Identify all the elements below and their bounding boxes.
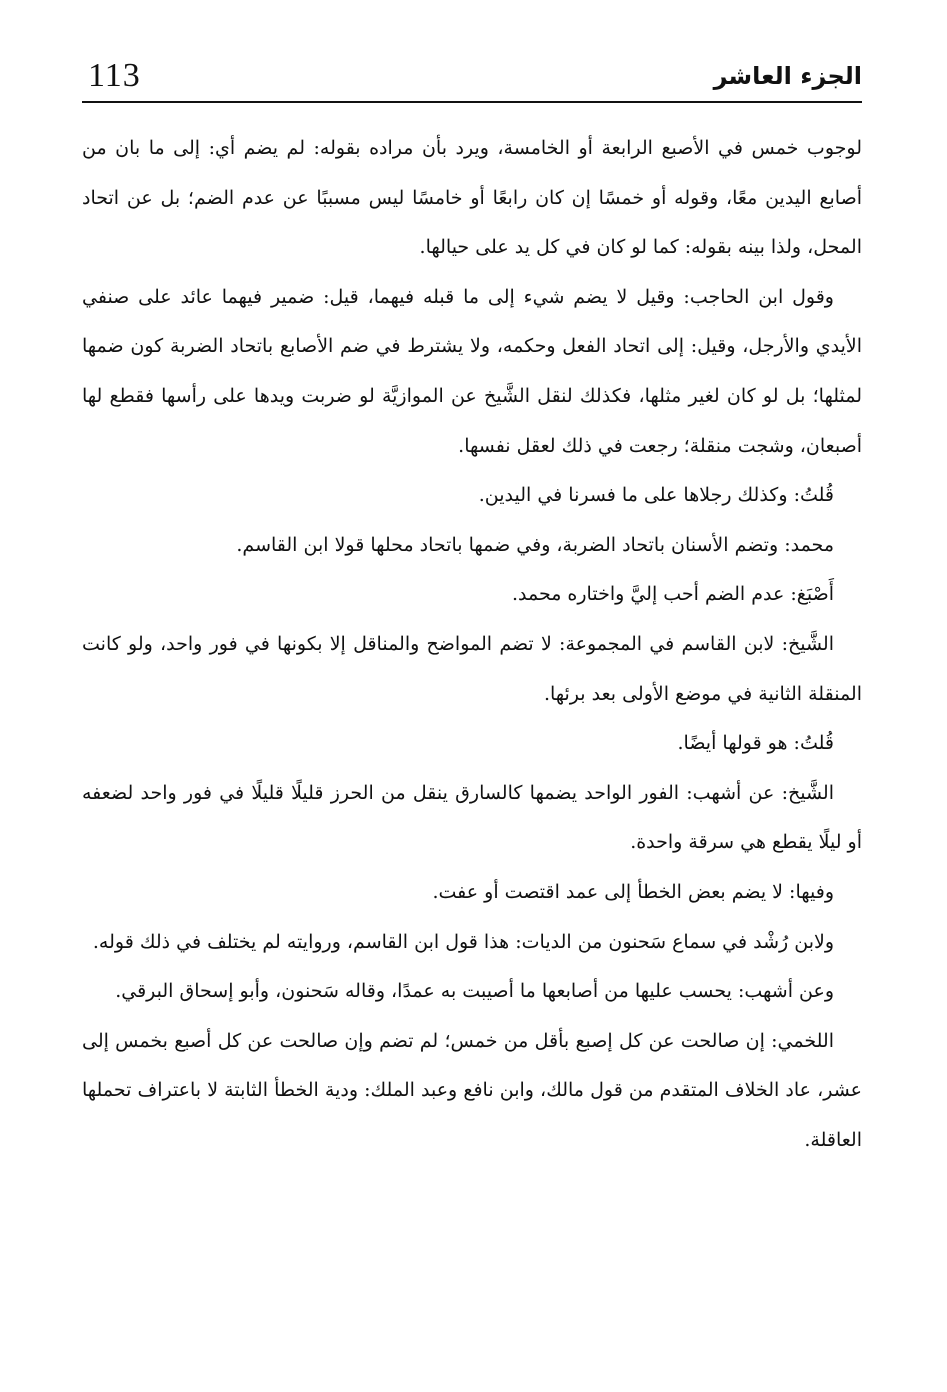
- paragraph: أَصْبَغ: عدم الضم أحب إليَّ واختاره محمد.: [511, 583, 834, 606]
- paragraph: محمد: وتضم الأسنان باتحاد الضربة، وفي ضمها باتحاد محلها قولا ابن القاسم.: [236, 533, 834, 556]
- paragraph: وفيها: لا يضم بعض الخطأ إلى عمد اقتصت أو عفت.: [432, 880, 834, 903]
- running-head-title: الجزء العاشر: [713, 62, 862, 90]
- body-text: [82, 124, 862, 1165]
- header-rule: [82, 101, 862, 103]
- paragraph: قُلتُ: هو قولها أيضًا.: [677, 732, 834, 755]
- paragraph: اللخمي: إن صالحت عن كل إصبع بأقل من خمس؛ لم تضم وإن صالحت عن كل أصبع بخمس إلى عشر، عاد الخلاف المتقدم من قول مالك، وابن نافع وعبد الملك: ودية الخطأ الثابتة لا باعتراف تحملها العاقلة.: [82, 1029, 862, 1151]
- paragraph: قُلتُ: وكذلك رجلاها على ما فسرنا في اليدين.: [478, 484, 834, 507]
- paragraph: ولابن رُشْد في سماع سَحنون من الديات: هذا قول ابن القاسم، وروايته لم يختلف في ذلك قوله.: [92, 930, 834, 953]
- page-header: [82, 50, 862, 102]
- paragraph: الشَّيخ: لابن القاسم في المجموعة: لا تضم المواضح والمناقل إلا بكونها في فور واحد، ولو كانت المنقلة الثانية في موضع الأولى بعد برئها.: [82, 632, 862, 705]
- paragraph: وقول ابن الحاجب: وقيل لا يضم شيء إلى ما قبله فيهما، قيل: ضمير فيهما عائد على صنفي الأيدي والأرجل، وقيل: إلى اتحاد الفعل وحكمه، ولا يشترط في ضم الأصابع باتحاد الضربة كون ضمها لمثلها؛ بل لو كان لغير مثلها، فكذلك لنقل الشَّيخ عن الموازيَّة لو ضربت ويدها على رأسها فقطع لها أصبعان، وشجت منقلة؛ رجعت في ذلك لعقل نفسها.: [82, 285, 862, 457]
- page-number: 113: [88, 57, 141, 94]
- paragraph: وعن أشهب: يحسب عليها من أصابعها ما أصيبت به عمدًا، وقاله سَحنون، وأبو إسحاق البرقي.: [115, 980, 834, 1003]
- paragraph: لوجوب خمس في الأصبع الرابعة أو الخامسة، ويرد بأن مراده بقوله: لم يضم أي: إلى ما بان من أصابع اليدين معًا، وقوله أو خمسًا إن كان رابعًا أو خامسًا ليس مسببًا عن عدم الضم؛ بل عن اتحاد المحل، ولذا بينه بقوله: كما لو كان في كل يد على حيالها.: [82, 137, 862, 259]
- paragraph: الشَّيخ: عن أشهب: الفور الواحد يضمها كالسارق ينقل من الحرز قليلًا قليلًا في فور واحد لضعفه أو ليلًا يقطع هي سرقة واحدة.: [82, 781, 862, 854]
